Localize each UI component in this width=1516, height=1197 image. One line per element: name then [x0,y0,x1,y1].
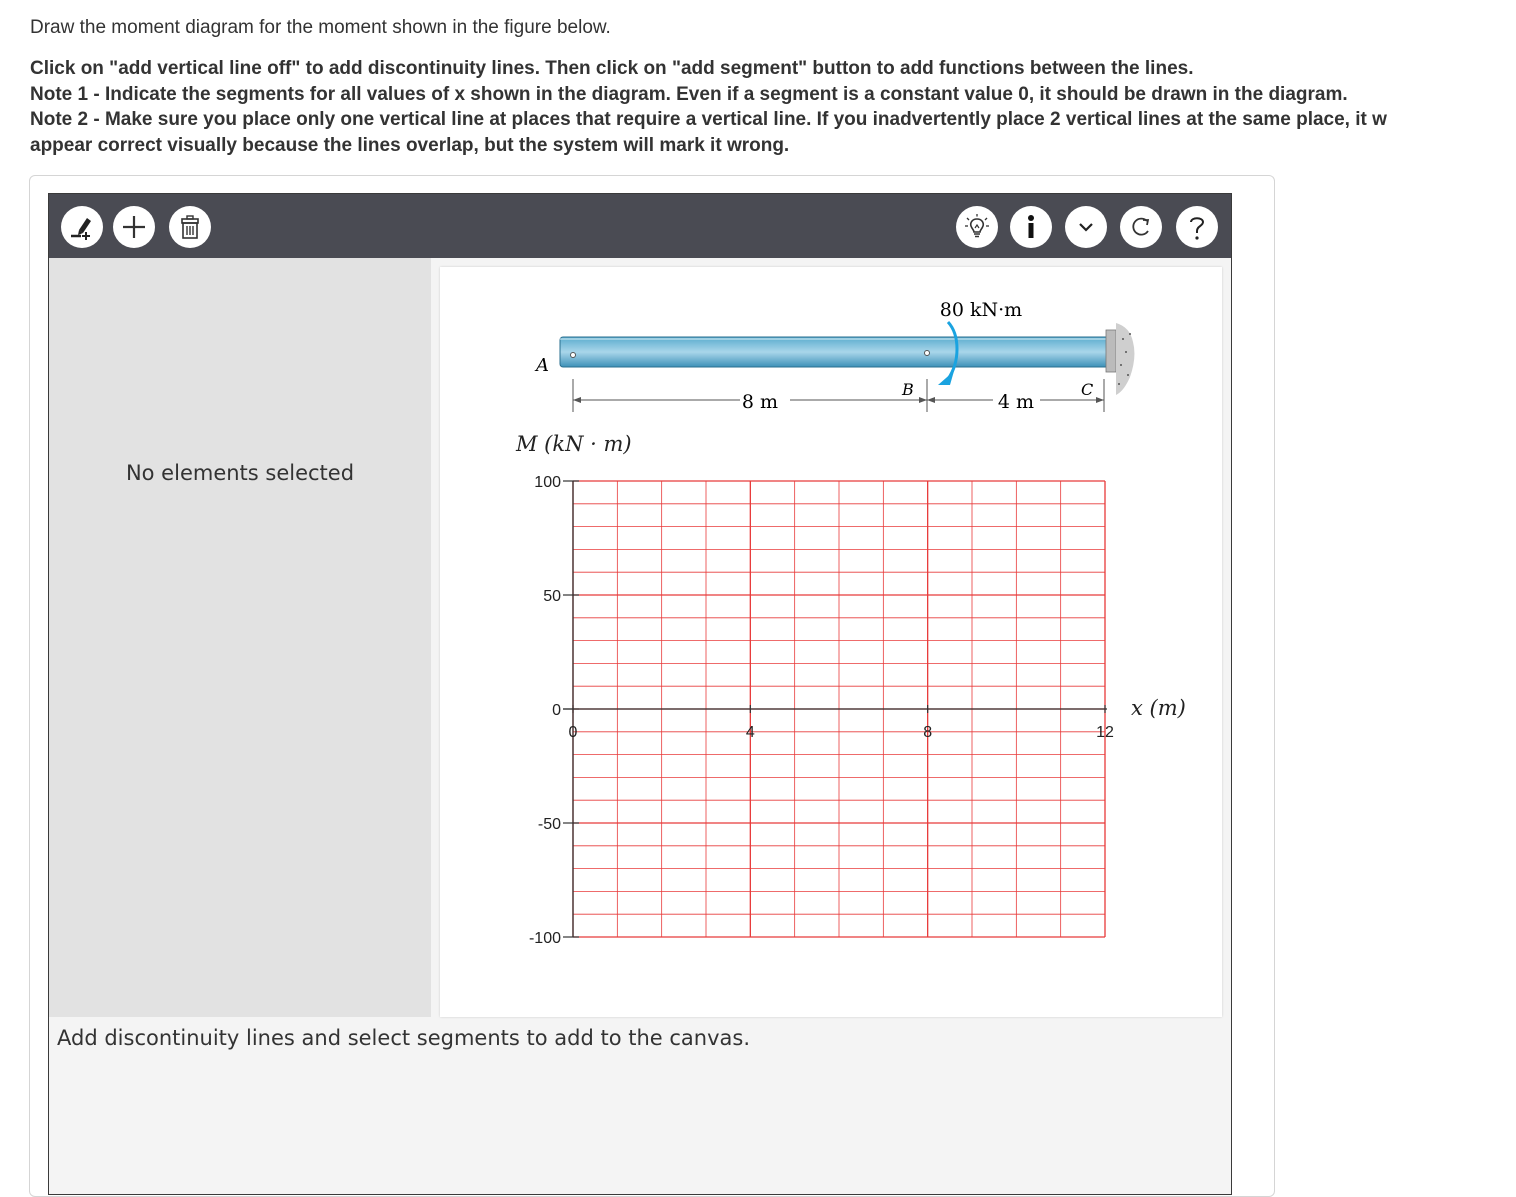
toolbar [49,194,1231,258]
dim-bc-label: 4 m [997,391,1035,413]
properties-panel [49,258,431,1017]
delete-icon [175,212,205,242]
moment-label: 80 kN·m [939,299,1023,321]
add-vertical-line-icon [67,212,97,242]
add-segment-button[interactable] [113,206,155,248]
wall-plate [1106,330,1116,372]
y-tick-label: 0 [552,702,561,719]
more-options-button[interactable] [1065,206,1107,248]
x-tick-label: 0 [568,724,578,741]
instruction-note-2: Note 2 - Make sure you place only one vertical line at places that require a vertical line. If you inadvertently place 2 vertical lines at the same place, it w [30,109,1387,130]
y-tick-label: 100 [534,474,561,491]
y-tick-label: 50 [543,588,561,605]
canvas-svg[interactable] [440,267,1222,1017]
canvas-instruction: Add discontinuity lines and select segments to add to the canvas. [57,1026,750,1050]
beam-point-b-pin [925,351,930,356]
x-tick-label: 8 [923,724,933,741]
reset-icon [1126,212,1156,242]
x-tick-label: 4 [745,724,755,741]
chevron-down-icon [1074,215,1098,239]
add-vertical-line-button[interactable] [61,206,103,248]
info-icon [1016,212,1046,242]
add-segment-icon [119,212,149,242]
point-a-label: A [536,355,549,376]
delete-button[interactable] [169,206,211,248]
instruction-step: Click on "add vertical line off" to add discontinuity lines. Then click on "add segment" button to add functions between the lines. [30,58,1194,79]
instruction-note-1: Note 1 - Indicate the segments for all values of x shown in the diagram. Even if a segment is a constant value 0, it should be drawn in the diagram. [30,84,1348,105]
y-tick-label: -50 [537,816,561,833]
selection-status: No elements selected [125,461,355,485]
point-b-label: B [902,380,914,399]
reset-button[interactable] [1120,206,1162,248]
beam-end-a-pin [571,353,576,358]
hint-lightbulb-icon [961,211,993,243]
dim-ab-label: 8 m [741,391,779,413]
help-button[interactable] [1176,206,1218,248]
point-c-label: C [1081,380,1094,399]
y-axis-label: M (kN · m) [516,432,632,456]
instruction-title: Draw the moment diagram for the moment shown in the figure below. [30,17,611,38]
moment-diagram-chart[interactable] [515,432,1186,947]
help-icon [1182,212,1212,242]
info-button[interactable] [1010,206,1052,248]
beam [560,337,1110,367]
x-axis-label: x (m) [1131,696,1186,720]
x-tick-label: 12 [1096,724,1114,741]
beam-figure [534,299,1134,413]
y-tick-label: -100 [528,930,561,947]
hint-button[interactable] [956,206,998,248]
instruction-note-2-cont: appear correct visually because the lines overlap, but the system will mark it wrong. [30,135,790,156]
diagram-tool [48,193,1232,1195]
drawing-canvas[interactable] [440,267,1222,1017]
